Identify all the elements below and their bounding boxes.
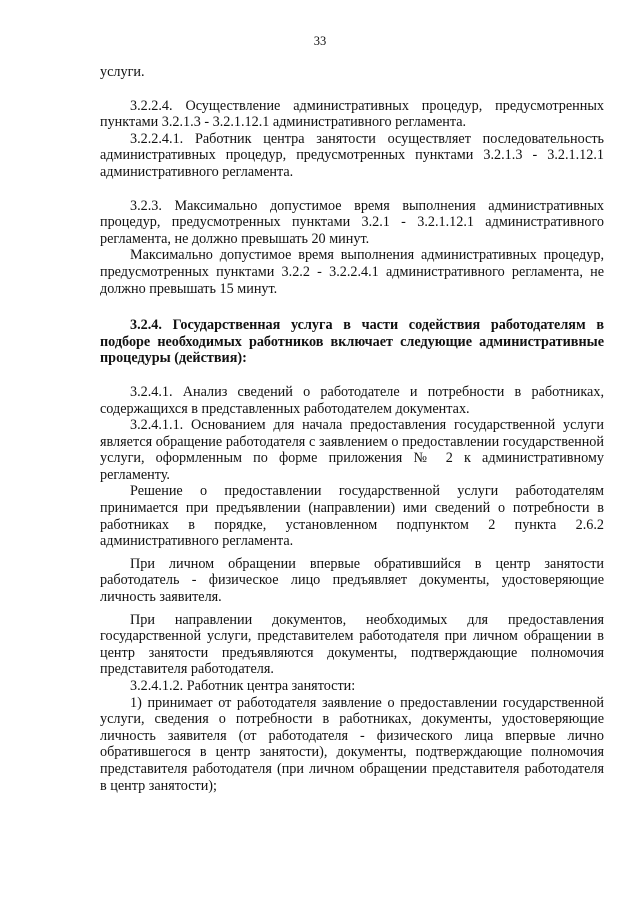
paragraph-max-time: Максимально допустимое время выполнения административных процедур, предусмотренных пунктами 3.2.2 - 3.2.2.4.1 административного регламента, не должно превышать 15 минут. <box>100 247 604 297</box>
paragraph-decision: Решение о предоставлении государственной услуги работодателям принимается при предъявлении (направлении) ими сведений о потребности в работниках в порядке, установленном подпунктом 2 пункта 2.6.2 административного регламента. <box>100 483 604 550</box>
paragraph-3-2-2-4-1: 3.2.2.4.1. Работник центра занятости осуществляет последовательность административных процедур, предусмотренных пунктами 3.2.1.3 - 3.2.1.12.1 административного регламента. <box>100 130 604 180</box>
document-body <box>100 64 604 794</box>
paragraph-3-2-4-1-1: 3.2.4.1.1. Основанием для начала предоставления государственной услуги является обращение работодателя с заявлением о предоставлении государственной услуги, оформленным по форме приложения № 2 к административному регламенту. <box>100 417 604 483</box>
list-item-1: 1) принимает от работодателя заявление о предоставлении государственной услуги, сведения о потребности в работниках, документы, удостоверяющие личность заявителя (от работодателя - физического лица впервые лично обратившегося в центр занятости), документы, подтверждающие полномочия представителя работодателя (при личном обращении представителя работодателя в центр занятости); <box>100 694 604 794</box>
paragraph-continuation: услуги. <box>100 64 145 80</box>
page-number: 33 <box>313 34 327 48</box>
paragraph-3-2-2-4: 3.2.2.4. Осуществление административных процедур, предусмотренных пунктами 3.2.1.3 - 3.2.1.12.1 административного регламента. <box>100 97 604 131</box>
paragraph-representative: При направлении документов, необходимых для предоставления государственной услуги, представителем работодателя при личном обращении в центр занятости предъявляются документы, подтверждающие полномочия представителя работодателя. <box>100 611 604 678</box>
paragraph-personal-visit: При личном обращении впервые обратившийся в центр занятости работодатель - физическое лицо предъявляет документы, удостоверяющие личность заявителя. <box>100 555 604 606</box>
section-heading-3-2-4: 3.2.4. Государственная услуга в части содействия работодателям в подборе необходимых работников включает следующие административные процедуры (действия): <box>100 317 604 367</box>
paragraph-3-2-4-1: 3.2.4.1. Анализ сведений о работодателе и потребности в работниках, содержащихся в представленных работодателем документах. <box>100 383 604 417</box>
paragraph-3-2-4-1-2: 3.2.4.1.2. Работник центра занятости: <box>130 678 356 694</box>
paragraph-3-2-3: 3.2.3. Максимально допустимое время выполнения административных процедур, предусмотренных пунктами 3.2.1 - 3.2.1.12.1 административного регламента, не должно превышать 20 минут. <box>100 197 604 247</box>
